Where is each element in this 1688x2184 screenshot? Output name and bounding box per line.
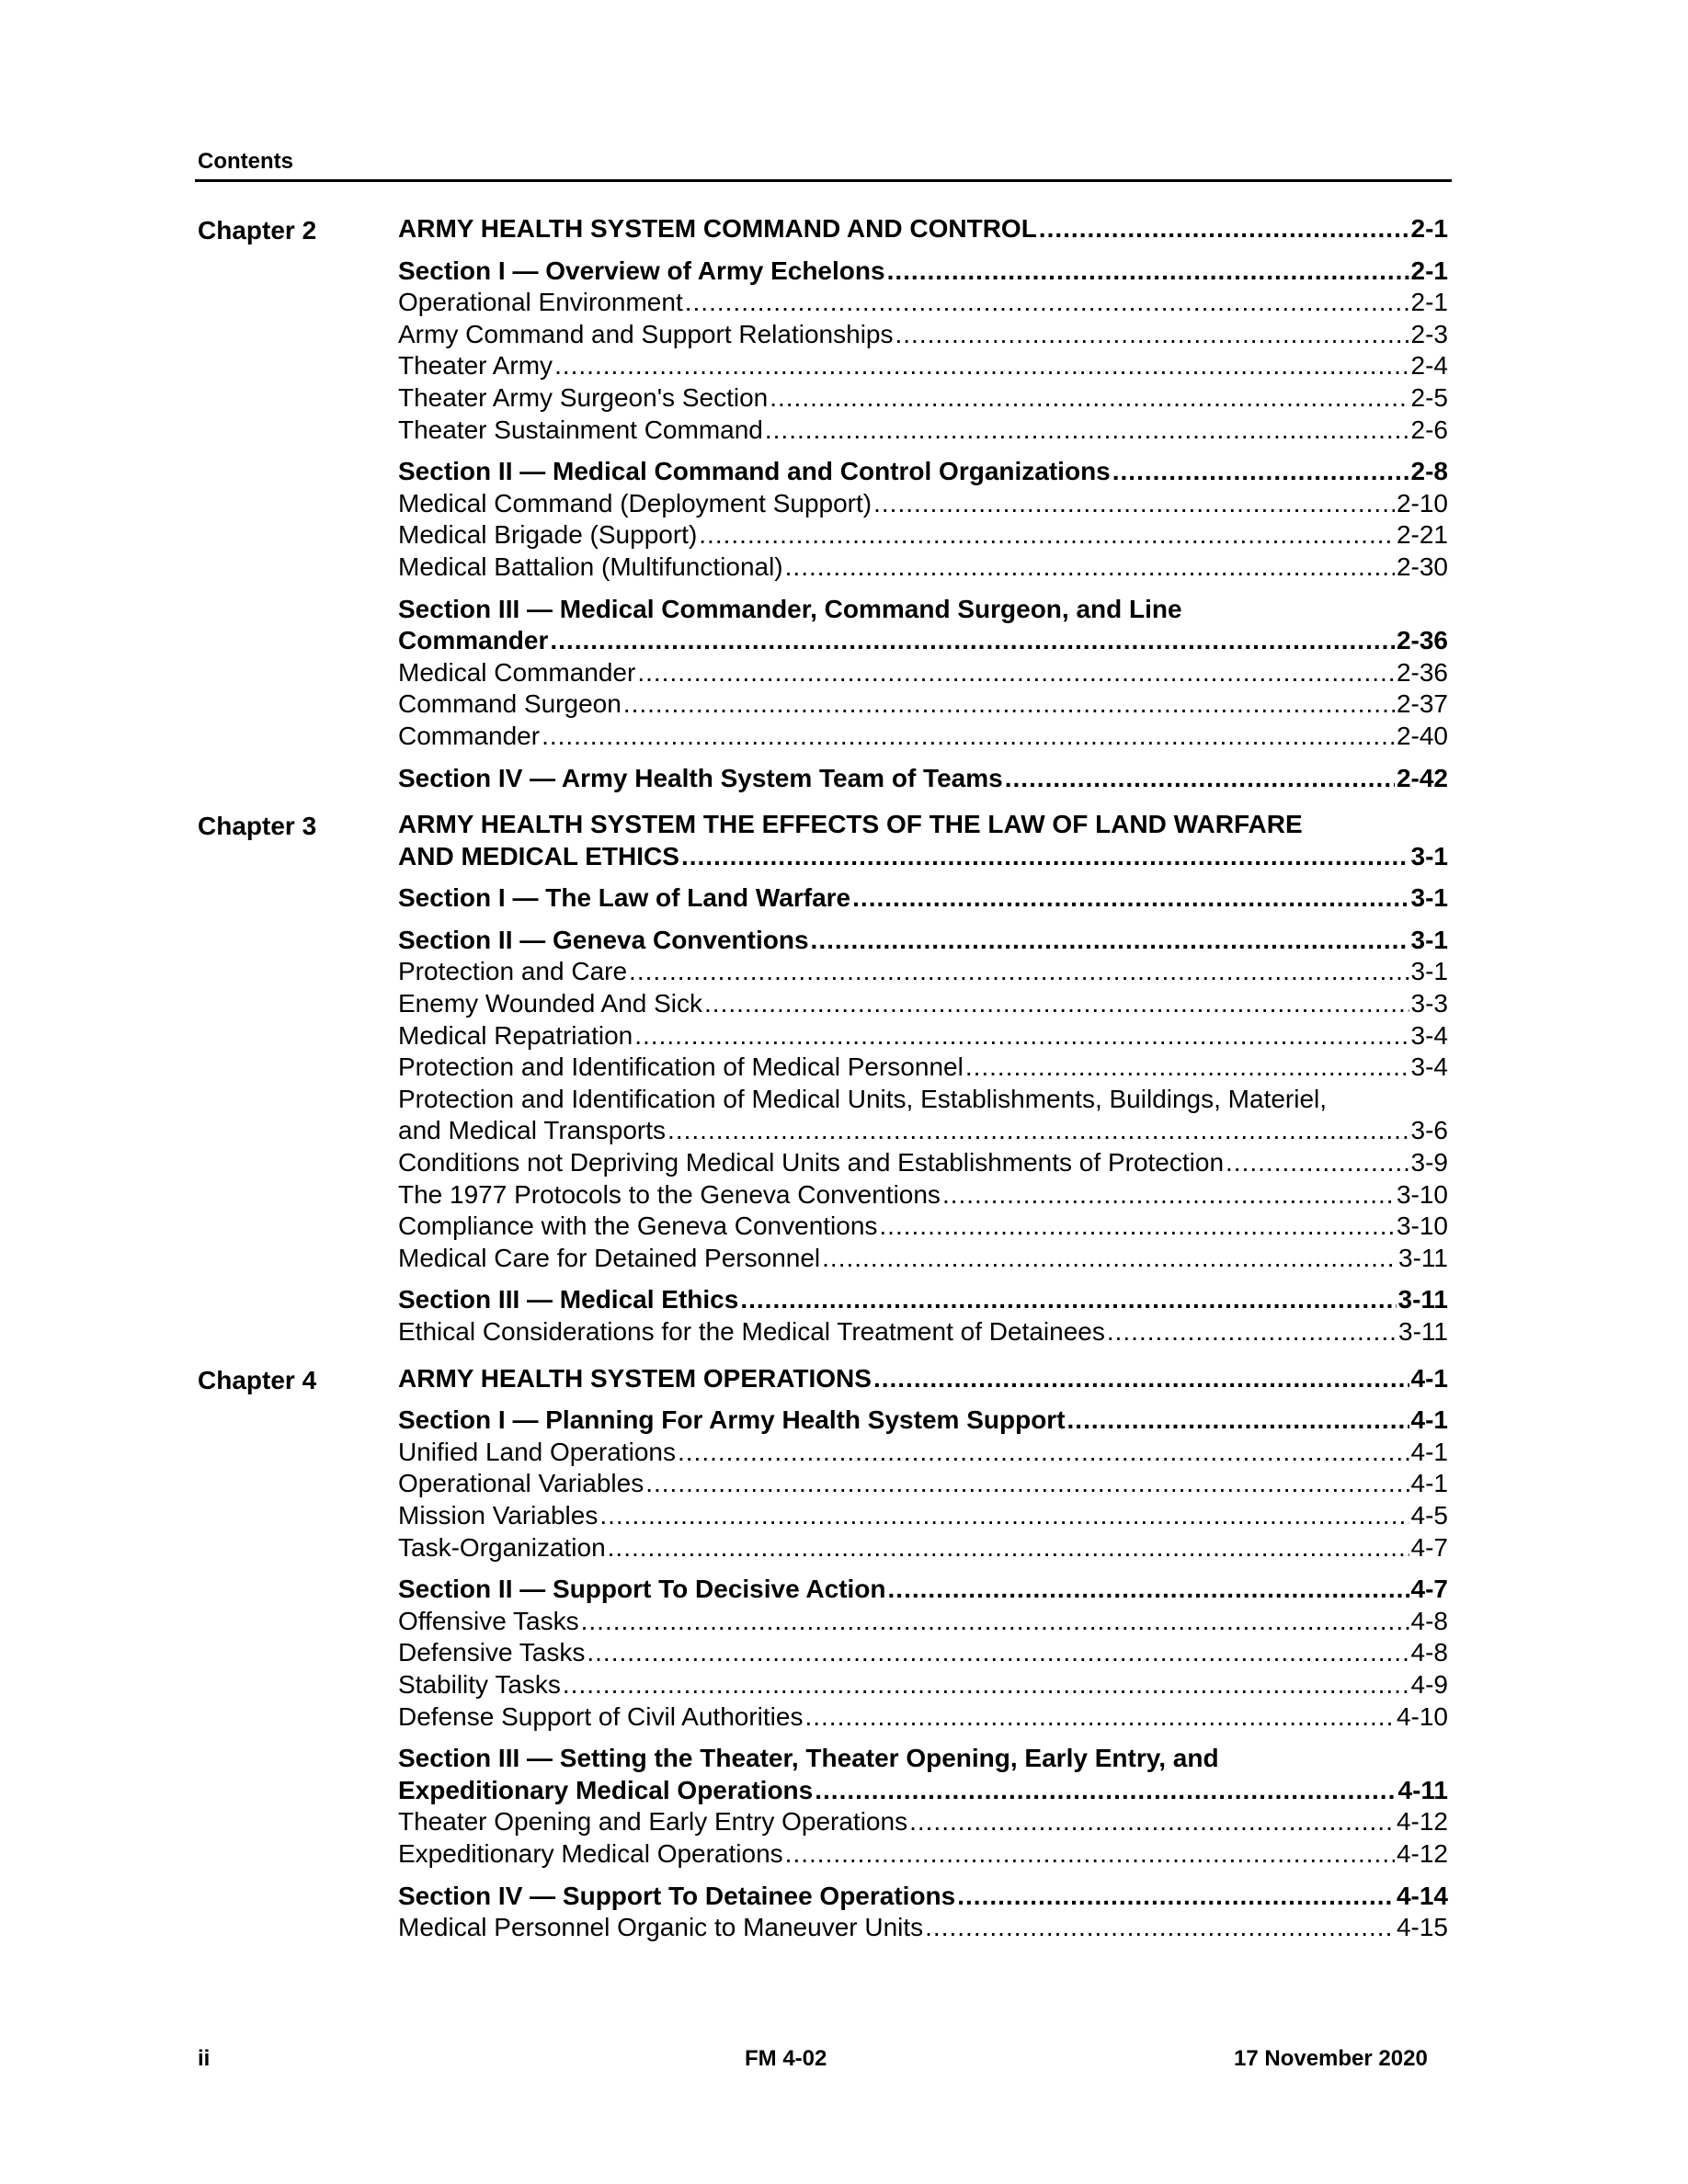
- toc-entry-row: [398, 488, 1448, 520]
- toc-section-block: [398, 763, 1448, 795]
- toc-entry[interactable]: [398, 287, 1448, 319]
- dot-leader: [623, 688, 1395, 721]
- toc-entry-title: Offensive Tasks: [398, 1606, 579, 1635]
- toc-entry-title: The 1977 Protocols to the Geneva Conventions: [398, 1179, 941, 1209]
- toc-entry-page: 2-10: [1396, 488, 1448, 518]
- toc-entry-page: 4-1: [1410, 1405, 1448, 1435]
- dot-leader: [965, 1052, 1409, 1084]
- chapter-label: Chapter 4: [198, 1365, 317, 1394]
- dot-leader: [685, 287, 1409, 319]
- toc-section-heading[interactable]: [398, 1363, 1448, 1395]
- toc-entry-page: 3-10: [1396, 1211, 1448, 1241]
- dot-leader: [852, 882, 1409, 915]
- toc-entry-row: [398, 552, 1448, 584]
- chapter-entries: [398, 809, 1448, 1348]
- dot-leader: [1039, 213, 1409, 245]
- toc-entry[interactable]: [398, 956, 1448, 988]
- toc-entry[interactable]: [398, 657, 1448, 689]
- toc-section-heading[interactable]: [398, 1284, 1448, 1316]
- chapter-label: Chapter 2: [198, 216, 317, 245]
- toc-entry-title: Expeditionary Medical Operations: [398, 1838, 783, 1868]
- toc-section-block: [398, 594, 1448, 753]
- toc-section-block: [398, 256, 1448, 447]
- toc-entry-title: Expeditionary Medical Operations: [398, 1775, 814, 1804]
- toc-section-block: [398, 1881, 1448, 1944]
- toc-entry-page: 4-14: [1396, 1881, 1448, 1910]
- toc-entry[interactable]: [398, 1243, 1448, 1275]
- toc-entry-row: [398, 625, 1448, 657]
- toc-entry-page: 3-1: [1410, 841, 1448, 870]
- dot-leader: [1226, 1147, 1409, 1179]
- toc-section-block: [398, 1284, 1448, 1348]
- toc-entry-title: Section II — Medical Command and Control Organizations: [398, 457, 1111, 486]
- toc-entry-page: 3-1: [1410, 925, 1448, 954]
- toc-entry-page: 2-30: [1396, 552, 1448, 581]
- toc-section-heading[interactable]: [398, 1743, 1448, 1806]
- toc-entry[interactable]: [398, 1500, 1448, 1532]
- toc-entry-title: Medical Command (Deployment Support): [398, 488, 873, 518]
- toc-entry-row: [398, 925, 1448, 957]
- toc-entry-title: Mission Variables: [398, 1500, 599, 1530]
- toc-entry-row: [398, 956, 1448, 988]
- toc-entry-page: 4-9: [1410, 1669, 1448, 1699]
- dot-leader: [634, 1020, 1409, 1052]
- dot-leader: [667, 1115, 1409, 1147]
- toc-entry-title: Medical Repatriation: [398, 1020, 633, 1050]
- toc-entry-title: Section IV — Army Health System Team of Teams: [398, 763, 1003, 792]
- toc-entry[interactable]: [398, 1052, 1448, 1084]
- toc-section-heading[interactable]: [398, 1881, 1448, 1913]
- toc-entry-title: Section III — Medical Ethics: [398, 1285, 739, 1314]
- dot-leader: [811, 925, 1409, 957]
- toc-entry-row: [398, 1606, 1448, 1638]
- footer-document-id: FM 4-02: [745, 2046, 827, 2071]
- toc-entry-title-line: ARMY HEALTH SYSTEM THE EFFECTS OF THE LAW OF LAND WARFARE: [398, 810, 1303, 839]
- toc-entry-row: [398, 763, 1448, 795]
- toc-entry-row: [398, 1500, 1448, 1532]
- toc-section-heading[interactable]: [398, 594, 1448, 657]
- toc-entry-title: Commander: [398, 721, 541, 750]
- toc-entry-page: 3-3: [1410, 989, 1448, 1018]
- dot-leader: [1067, 1405, 1409, 1437]
- toc-entry-title: Army Command and Support Relationships: [398, 319, 894, 348]
- toc-entry-title: Section I — The Law of Land Warfare: [398, 883, 851, 913]
- toc-entry-row: [398, 350, 1448, 382]
- dot-leader: [637, 657, 1395, 689]
- toc-entry-title: and Medical Transports: [398, 1116, 667, 1145]
- toc-entry-title: ARMY HEALTH SYSTEM OPERATIONS: [398, 1363, 872, 1393]
- toc-entry-page: 2-6: [1410, 415, 1448, 444]
- toc-entry-page: 2-42: [1396, 763, 1448, 792]
- toc-section-heading[interactable]: [398, 882, 1448, 915]
- toc-entry[interactable]: [398, 519, 1448, 552]
- footer-page-number: ii: [198, 2046, 211, 2071]
- dot-leader: [1005, 763, 1395, 795]
- toc-entry-page: 2-1: [1410, 214, 1448, 243]
- toc-entry[interactable]: [398, 1701, 1448, 1734]
- dot-leader: [542, 721, 1395, 753]
- toc-entry-row: [398, 657, 1448, 689]
- toc-entry-row: [398, 1468, 1448, 1500]
- toc-entry-title: Theater Opening and Early Entry Operations: [398, 1807, 908, 1837]
- toc-entry[interactable]: [398, 1912, 1448, 1944]
- toc-entry[interactable]: [398, 415, 1448, 447]
- toc-entry-row: [398, 213, 1448, 245]
- toc-entry-title: ARMY HEALTH SYSTEM COMMAND AND CONTROL: [398, 214, 1037, 243]
- toc-entry-title-line: Section III — Medical Commander, Command Surgeon, and Line: [398, 594, 1182, 623]
- toc-entry-row: [398, 1284, 1448, 1316]
- toc-entry-row: [398, 287, 1448, 319]
- toc-entry-title: Section II — Support To Decisive Action: [398, 1575, 886, 1604]
- toc-entry-title: Command Surgeon: [398, 689, 622, 719]
- dot-leader: [770, 382, 1409, 415]
- toc-entry[interactable]: [398, 1806, 1448, 1838]
- dot-leader: [563, 1669, 1409, 1701]
- dot-leader: [550, 625, 1395, 657]
- chapter-label: Chapter 3: [198, 812, 317, 841]
- toc-entry-page: 4-1: [1410, 1469, 1448, 1498]
- toc-entry-title: Medical Brigade (Support): [398, 520, 698, 550]
- toc-entry-title: Theater Army: [398, 351, 553, 381]
- toc-section-heading[interactable]: [398, 456, 1448, 488]
- toc-entry-row: [398, 1775, 1448, 1807]
- toc-entry-title: AND MEDICAL ETHICS: [398, 841, 679, 870]
- toc-entry-row: [398, 1701, 1448, 1734]
- toc-entry-row: [398, 382, 1448, 415]
- toc-entry-row: [398, 1179, 1448, 1211]
- toc-entry-row: [398, 519, 1448, 552]
- toc-entry[interactable]: [398, 488, 1448, 520]
- toc-entry-title: Section IV — Support To Detainee Operations: [398, 1881, 956, 1910]
- toc-entry-page: 2-40: [1396, 721, 1448, 750]
- toc-entry[interactable]: [398, 721, 1448, 753]
- header-divider: [195, 179, 1452, 182]
- dot-leader: [681, 841, 1409, 873]
- toc-section-block: [398, 1363, 1448, 1395]
- toc-entry[interactable]: [398, 1020, 1448, 1052]
- toc-entry[interactable]: [398, 1211, 1448, 1243]
- toc-entry-page: 4-8: [1410, 1638, 1448, 1667]
- toc-entry-page: 2-4: [1410, 351, 1448, 381]
- toc-entry[interactable]: [398, 1147, 1448, 1179]
- toc-section-heading[interactable]: [398, 925, 1448, 957]
- chapter-entries: [398, 1363, 1448, 1944]
- toc-entry[interactable]: [398, 382, 1448, 415]
- toc-entry-row: [398, 1405, 1448, 1437]
- toc-entry-title: Theater Sustainment Command: [398, 415, 763, 444]
- toc-entry-title: Medical Commander: [398, 657, 636, 687]
- toc-entry-title: Stability Tasks: [398, 1669, 561, 1699]
- dot-leader: [888, 1574, 1409, 1606]
- toc-entry[interactable]: [398, 1532, 1448, 1564]
- toc-entry-page: 2-1: [1410, 256, 1448, 285]
- toc-section-block: [398, 1743, 1448, 1870]
- toc-entry-page: 4-8: [1410, 1606, 1448, 1635]
- toc-entry-row: [398, 1838, 1448, 1871]
- toc-entry-page: 2-8: [1410, 457, 1448, 486]
- toc-section-heading[interactable]: [398, 213, 1448, 245]
- toc-entry-title: Section I — Planning For Army Health System Support: [398, 1405, 1066, 1435]
- toc-entry[interactable]: [398, 1606, 1448, 1638]
- table-of-contents: [198, 213, 1448, 1944]
- toc-entry-row: [398, 1363, 1448, 1395]
- dot-leader: [822, 1243, 1397, 1275]
- dot-leader: [957, 1881, 1395, 1913]
- toc-entry-page: 3-9: [1410, 1148, 1448, 1177]
- toc-entry-page: 3-6: [1410, 1116, 1448, 1145]
- dot-leader: [629, 956, 1409, 988]
- toc-entry-row: [398, 1637, 1448, 1669]
- toc-entry-page: 2-1: [1410, 288, 1448, 317]
- dot-leader: [804, 1701, 1395, 1734]
- toc-entry-row: [398, 1147, 1448, 1179]
- dot-leader: [581, 1606, 1409, 1638]
- dot-leader: [815, 1775, 1396, 1807]
- toc-entry-page: 3-11: [1398, 1243, 1448, 1272]
- toc-entry-page: 4-1: [1410, 1363, 1448, 1393]
- toc-entry[interactable]: [398, 1838, 1448, 1871]
- toc-entry-row: [398, 841, 1448, 873]
- toc-entry-row: [398, 456, 1448, 488]
- toc-chapter: [198, 809, 1448, 1348]
- dot-leader: [925, 1912, 1395, 1944]
- toc-entry[interactable]: [398, 1084, 1448, 1147]
- toc-section-heading[interactable]: [398, 256, 1448, 288]
- dot-leader: [599, 1500, 1409, 1532]
- toc-entry-title: Medical Battalion (Multifunctional): [398, 552, 783, 581]
- toc-entry-page: 3-11: [1398, 1317, 1448, 1346]
- toc-entry-page: 3-10: [1396, 1179, 1448, 1209]
- toc-entry-row: [398, 721, 1448, 753]
- toc-entry-row: [398, 415, 1448, 447]
- page-header-title: Contents: [198, 149, 293, 174]
- dot-leader: [608, 1532, 1409, 1564]
- toc-entry[interactable]: [398, 552, 1448, 584]
- toc-entry-page: 2-36: [1396, 657, 1448, 687]
- toc-section-heading[interactable]: [398, 763, 1448, 795]
- toc-entry-title: Medical Care for Detained Personnel: [398, 1243, 821, 1272]
- toc-entry-page: 3-4: [1410, 1052, 1448, 1082]
- toc-entry-row: [398, 1532, 1448, 1564]
- toc-entry-title: Ethical Considerations for the Medical Treatment of Detainees: [398, 1317, 1105, 1346]
- toc-entry-title: Compliance with the Geneva Conventions: [398, 1211, 878, 1241]
- toc-entry-page: 4-12: [1396, 1807, 1448, 1837]
- toc-entry-title: Commander: [398, 626, 549, 655]
- toc-entry-page: 4-5: [1410, 1500, 1448, 1530]
- toc-entry-row: [398, 882, 1448, 915]
- toc-entry-title: Operational Environment: [398, 288, 683, 317]
- toc-section-block: [398, 809, 1448, 872]
- toc-entry-page: 2-37: [1396, 689, 1448, 719]
- toc-entry-page: 4-7: [1410, 1575, 1448, 1604]
- toc-entry-row: [398, 319, 1448, 351]
- dot-leader: [785, 1838, 1395, 1871]
- toc-entry[interactable]: [398, 688, 1448, 721]
- toc-chapter: [198, 1363, 1448, 1944]
- toc-entry-row: [398, 1052, 1448, 1084]
- toc-section-heading[interactable]: [398, 1574, 1448, 1606]
- toc-entry-title: Task-Organization: [398, 1532, 606, 1562]
- toc-entry-title: Defensive Tasks: [398, 1638, 586, 1667]
- toc-section-block: [398, 456, 1448, 583]
- toc-section-block: [398, 1574, 1448, 1733]
- toc-entry-row: [398, 1020, 1448, 1052]
- toc-entry-row: [398, 1574, 1448, 1606]
- dot-leader: [879, 1211, 1395, 1243]
- toc-entry-title: Defense Support of Civil Authorities: [398, 1701, 804, 1731]
- toc-entry-page: 4-15: [1396, 1913, 1448, 1942]
- dot-leader: [554, 350, 1409, 382]
- toc-entry-row: [398, 1669, 1448, 1701]
- toc-entry-page: 4-10: [1396, 1701, 1448, 1731]
- toc-entry[interactable]: [398, 350, 1448, 382]
- footer-date: 17 November 2020: [1234, 2046, 1428, 2071]
- toc-section-block: [398, 925, 1448, 1275]
- dot-leader: [645, 1468, 1409, 1500]
- toc-entry-title: Section II — Geneva Conventions: [398, 925, 809, 954]
- dot-leader: [704, 988, 1409, 1020]
- toc-entry-title: Protection and Care: [398, 957, 628, 986]
- toc-entry-row: [398, 1115, 1448, 1147]
- toc-entry-page: 3-1: [1410, 957, 1448, 986]
- toc-entry-title-line: Protection and Identification of Medical Units, Establishments, Buildings, Materiel,: [398, 1084, 1328, 1113]
- dot-leader: [765, 415, 1409, 447]
- toc-entry-page: 3-4: [1410, 1020, 1448, 1050]
- dot-leader: [785, 552, 1395, 584]
- dot-leader: [873, 488, 1395, 520]
- toc-entry-row: [398, 1806, 1448, 1838]
- toc-entry-page: 4-12: [1396, 1838, 1448, 1868]
- toc-entry[interactable]: [398, 319, 1448, 351]
- toc-section-heading[interactable]: [398, 809, 1448, 872]
- dot-leader: [887, 256, 1409, 288]
- toc-entry-page: 3-11: [1397, 1285, 1448, 1314]
- toc-entry[interactable]: [398, 1468, 1448, 1500]
- toc-entry-title-line: Section III — Setting the Theater, Theater Opening, Early Entry, and: [398, 1744, 1219, 1773]
- toc-entry-row: [398, 1316, 1448, 1348]
- toc-section-block: [398, 882, 1448, 915]
- toc-entry-row: [398, 256, 1448, 288]
- dot-leader: [1107, 1316, 1397, 1348]
- toc-entry-page: 2-21: [1396, 520, 1448, 550]
- dot-leader: [909, 1806, 1395, 1838]
- toc-entry-page: 3-1: [1410, 883, 1448, 913]
- dot-leader: [740, 1284, 1396, 1316]
- toc-entry-row: [398, 1912, 1448, 1944]
- toc-chapter: [198, 213, 1448, 794]
- toc-entry-title: Unified Land Operations: [398, 1437, 676, 1466]
- toc-entry-title: Medical Personnel Organic to Maneuver Units: [398, 1913, 924, 1942]
- chapter-entries: [398, 213, 1448, 794]
- toc-entry-row: [398, 1437, 1448, 1469]
- toc-entry-title: Protection and Identification of Medical Personnel: [398, 1052, 964, 1082]
- toc-entry-page: 2-5: [1410, 382, 1448, 412]
- toc-entry-page: 4-7: [1410, 1532, 1448, 1562]
- toc-section-block: [398, 213, 1448, 245]
- dot-leader: [699, 519, 1395, 552]
- toc-entry-page: 4-1: [1410, 1437, 1448, 1466]
- toc-entry[interactable]: [398, 1437, 1448, 1469]
- toc-entry-row: [398, 1881, 1448, 1913]
- toc-entry-row: [398, 688, 1448, 721]
- toc-entry[interactable]: [398, 1669, 1448, 1701]
- toc-entry-title: Theater Army Surgeon's Section: [398, 382, 769, 412]
- toc-entry-row: [398, 1243, 1448, 1275]
- toc-entry[interactable]: [398, 988, 1448, 1020]
- toc-entry-title: Conditions not Depriving Medical Units and Establishments of Protection: [398, 1148, 1225, 1177]
- toc-entry-page: 2-36: [1396, 626, 1448, 655]
- toc-entry-title: Operational Variables: [398, 1469, 644, 1498]
- dot-leader: [942, 1179, 1395, 1211]
- toc-entry[interactable]: [398, 1179, 1448, 1211]
- toc-entry-row: [398, 1211, 1448, 1243]
- toc-entry[interactable]: [398, 1316, 1448, 1348]
- toc-entry-page: 2-3: [1410, 319, 1448, 348]
- toc-section-heading[interactable]: [398, 1405, 1448, 1437]
- dot-leader: [678, 1437, 1409, 1469]
- dot-leader: [587, 1637, 1409, 1669]
- toc-section-block: [398, 1405, 1448, 1564]
- dot-leader: [1112, 456, 1409, 488]
- toc-entry-row: [398, 988, 1448, 1020]
- toc-entry-title: Enemy Wounded And Sick: [398, 989, 703, 1018]
- toc-entry[interactable]: [398, 1637, 1448, 1669]
- toc-entry-page: 4-11: [1397, 1775, 1448, 1804]
- dot-leader: [895, 319, 1409, 351]
- toc-entry-title: Section I — Overview of Army Echelons: [398, 256, 885, 285]
- dot-leader: [873, 1363, 1409, 1395]
